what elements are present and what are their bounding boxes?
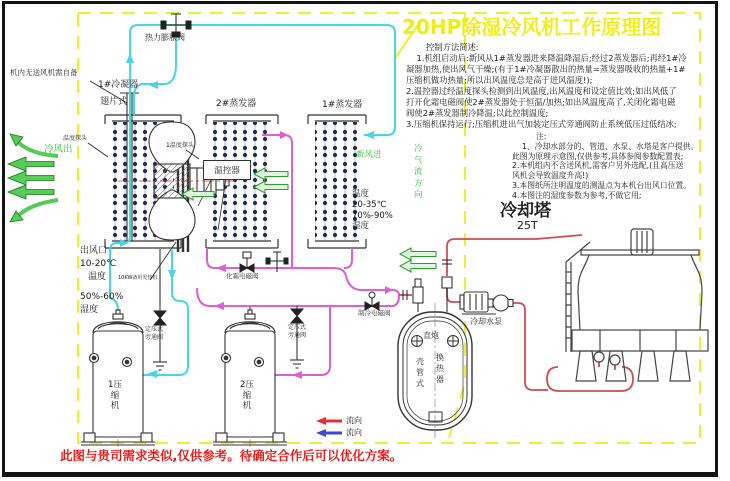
hx-label-line2: 壳管式 bbox=[416, 357, 424, 388]
cooling-tower-drawing bbox=[566, 229, 708, 381]
cooling-tower-capacity: 25T bbox=[517, 219, 538, 232]
fresh-air-in-label: 新风进 bbox=[356, 150, 382, 160]
control-line: 2.温控器过经温度探头检测到出风温度,出风温度和设定值比效;如出风低了 bbox=[406, 86, 677, 96]
notes-block bbox=[512, 132, 712, 201]
control-heading: 控制方法简述: bbox=[426, 42, 479, 52]
control-line: 1.机组启动后:新风从1#蒸发器进来降温降湿后;经过2蒸发器后;再经1#冷 bbox=[406, 53, 687, 63]
outlet-line: 湿度 bbox=[80, 304, 99, 315]
bypass-valve1-icon bbox=[153, 249, 167, 370]
hx-label-line3: 换热器 bbox=[436, 353, 444, 384]
condenser1-label: 1#冷凝器 bbox=[98, 80, 139, 90]
compressor2-label: 2压缩机 bbox=[240, 380, 254, 411]
tev-label: 热力膨胀阀 bbox=[145, 33, 185, 42]
bypass-valve1-label: 定压式旁通阀 bbox=[145, 326, 164, 341]
heater-label: 10KW备用发热机 bbox=[118, 275, 158, 281]
evaporator2-label: 2#蒸发器 bbox=[216, 99, 257, 109]
temp-probe-label: 温度探头 bbox=[63, 135, 88, 142]
cold-flow-direction-label: 冷气流方向 bbox=[414, 144, 423, 200]
cold-air-out-label: 冷风出 bbox=[44, 144, 73, 155]
inlet-line: 温度 bbox=[352, 189, 370, 199]
legend-flow-label-2: 流向 bbox=[346, 428, 362, 437]
bypass-valve2-label: 定压式旁通阀 bbox=[288, 324, 307, 339]
pump-label: 冷却水泵 bbox=[470, 317, 502, 326]
pump-drawing bbox=[460, 292, 513, 314]
fin-type-label: 翅片式 bbox=[100, 97, 128, 107]
note-line: 风机会导致温度升高!) bbox=[512, 171, 589, 181]
thermostat-box bbox=[203, 160, 251, 180]
note-line: 3.本图纸所注明温度的测温点为本机台出风口位置。 bbox=[512, 180, 691, 190]
probe1-label: 1温度探头 bbox=[166, 142, 194, 149]
hx-label-line1: 直炮 bbox=[423, 331, 439, 340]
note-line: 此图为原理示意图,仅供参考,具体参阅参数配置表; bbox=[512, 151, 684, 161]
control-line: 打开化霜电磁阀使2#蒸发器处于恒温/加热;如出风温度高了,关闭化霜电磁 bbox=[406, 97, 676, 107]
outlet-info-block bbox=[80, 245, 123, 317]
compressor-2-drawing bbox=[213, 310, 287, 448]
control-line: 凝器加热,使出风气干燥;(有于1#冷凝器散出的热量=蒸发器吸收的热量+1# bbox=[406, 64, 686, 74]
compressor-1-drawing bbox=[81, 310, 155, 448]
legend-arrows bbox=[316, 417, 342, 437]
control-notes-block bbox=[406, 42, 708, 130]
control-line: 3.压缩机保持运行;压缩机进出气加装定压式旁通阀防止系统低压过低结冰; bbox=[406, 119, 677, 129]
coil-units bbox=[105, 115, 366, 252]
outlet-line: 温度 bbox=[88, 272, 107, 283]
footer-disclaimer: 此图与贵司需求类似,仅供参考。待确定合作后可以优化方案。 bbox=[60, 448, 403, 463]
page-title: 20HP除湿冷风机工作原理图 bbox=[402, 15, 662, 39]
control-line: 压缩机做功热量;所以出风温度总是高于进风温度!); bbox=[406, 75, 593, 85]
defrost-valve-label: 化霜电磁阀 bbox=[226, 272, 259, 280]
control-line: 阀使2#蒸发器制冷降温;以此控制温度; bbox=[406, 108, 549, 118]
cooling-tower-label: 冷却塔 bbox=[500, 201, 551, 221]
pipes-water-red bbox=[399, 235, 633, 391]
evaporator1-label: 1#蒸发器 bbox=[322, 100, 363, 110]
note-line: 1、冷却水部分的、管道、水泵、水塔是客户提供。 bbox=[512, 141, 699, 151]
inlet-line: 70%-90% bbox=[352, 210, 393, 221]
outlet-line: 10-20℃ bbox=[80, 259, 117, 270]
compressor1-label: 1压缩机 bbox=[108, 380, 122, 411]
cooling-solenoid-valve-icon bbox=[365, 292, 379, 310]
outlet-line: 50%-60% bbox=[80, 291, 124, 302]
outlet-line: 出风口 bbox=[80, 246, 108, 256]
cooling-valve-label: 制冷电磁阀 bbox=[358, 309, 391, 317]
note-line: 2.本机组内不含送风机,需客户另外选配,(且高压送 bbox=[512, 161, 684, 171]
notes-heading: 注: bbox=[536, 132, 547, 141]
inlet-info-block bbox=[352, 189, 393, 232]
thermostat-label: 温控器 bbox=[214, 166, 240, 176]
fan-note-label: 机内无送风机需自备 bbox=[10, 68, 78, 77]
legend-flow-label-1: 流向 bbox=[346, 416, 362, 425]
note-line: 4.本图注的湿度参数为参考,不做它用; bbox=[512, 190, 642, 200]
inlet-line: 20-35℃ bbox=[352, 199, 387, 210]
inlet-line: 湿度 bbox=[352, 221, 370, 232]
heat-exchanger-drawing bbox=[398, 303, 472, 438]
